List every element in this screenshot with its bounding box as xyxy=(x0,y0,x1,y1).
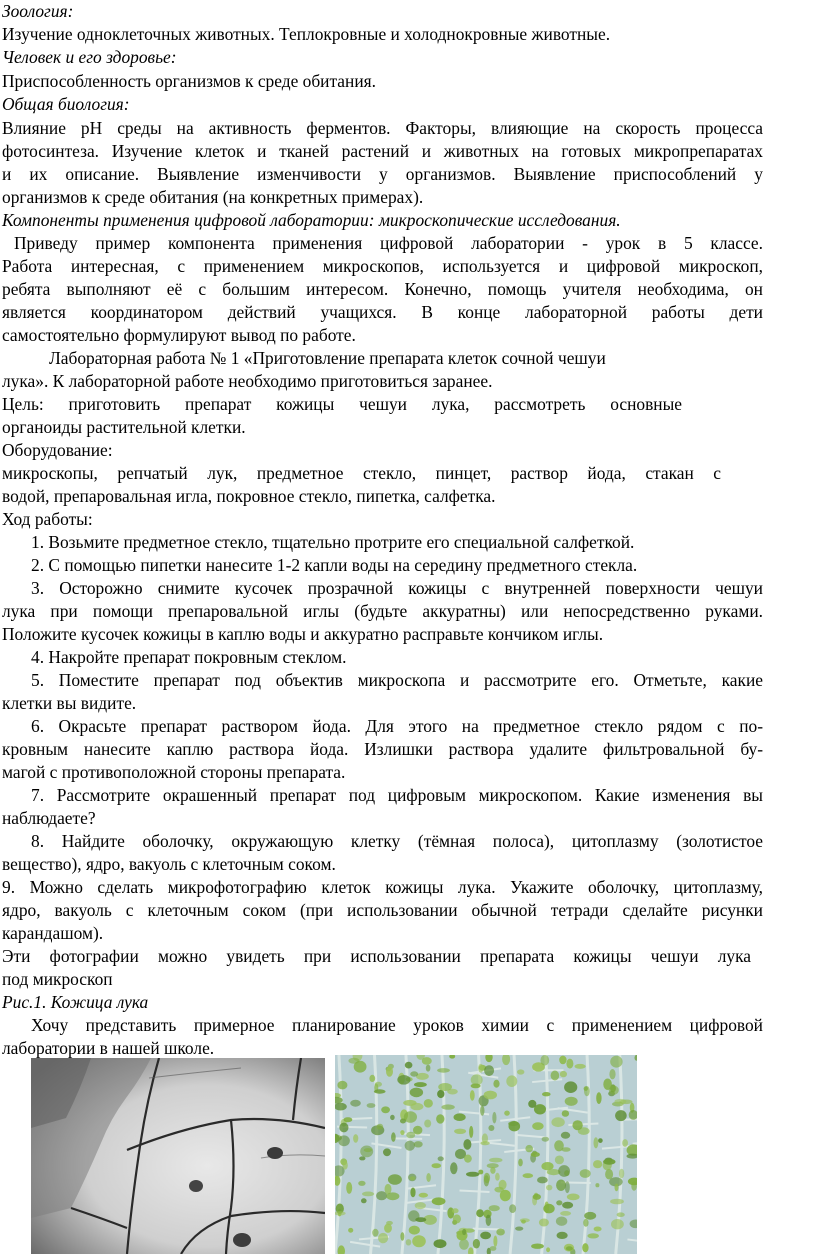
procedure-step: 6. Окрасьте препарат раствором йода. Для этого на предметное стекло рядом с по- xyxy=(31,716,763,736)
text-line: Положите кусочек кожицы в каплю воды и аккуратно расправьте кончиком иглы. xyxy=(2,624,604,644)
text-line: Хочу представить примерное планирование уроков химии с применением цифровой xyxy=(31,1015,763,1035)
text-line: наблюдаете? xyxy=(2,808,96,828)
procedure-step: 3. Осторожно снимите кусочек прозрачной кожицы с внутренней поверхности чешуи xyxy=(31,578,763,598)
text-line: фотосинтеза. Изучение клеток и тканей растений и животных на готовых микропрепаратах xyxy=(2,141,763,161)
procedure-step: 5. Поместите препарат под объектив микроскопа и рассмотрите его. Отметьте, какие xyxy=(31,670,763,690)
text-line: карандашом). xyxy=(2,923,104,943)
text-line: Работа интересная, с применением микроскопов, используется и цифровой микроскоп, xyxy=(2,256,763,276)
heading-digital-lab-components: Компоненты применения цифровой лаборатории: микроскопические исследования. xyxy=(2,210,621,230)
text-line: организмов к среде обитания (на конкретных примерах). xyxy=(2,187,424,207)
text-line: Изучение одноклеточных животных. Теплокровные и холоднокровные животные. xyxy=(2,24,611,44)
text-line: кровным нанесите каплю раствора йода. Излишки раствора удалите фильтровальной бу- xyxy=(2,739,763,759)
text-line: лука при помощи препаровальной иглы (будьте аккуратны) или непосредственно руками. xyxy=(2,601,763,621)
text-line: лука». К лабораторной работе необходимо приготовиться заранее. xyxy=(2,371,493,391)
text-line: водой, препаровальная игла, покровное стекло, пипетка, салфетка. xyxy=(2,486,496,506)
text-line: магой с противоположной стороны препарата. xyxy=(2,762,346,782)
text-line: под микроскоп xyxy=(2,969,113,989)
procedure-step: 7. Рассмотрите окрашенный препарат под цифровым микроскопом. Какие изменения вы xyxy=(31,785,763,805)
text-line: является координатором действий учащихся. В конце лабораторной работы дети xyxy=(2,302,763,322)
procedure-step: 2. С помощью пипетки нанесите 1-2 капли воды на середину предметного стекла. xyxy=(31,555,638,575)
onion-skin-micrograph-stained xyxy=(335,1055,637,1254)
procedure-step: 8. Найдите оболочку, окружающую клетку (тёмная полоса), цитоплазму (золотистое xyxy=(31,831,763,851)
onion-skin-micrograph-unstained xyxy=(31,1058,325,1254)
text-line: органоиды растительной клетки. xyxy=(2,417,246,437)
heading-general-biology: Общая биология: xyxy=(2,94,130,114)
text-line: самостоятельно формулируют вывод по работе. xyxy=(2,325,356,345)
text-line: ребята выполняют её с большим интересом. Конечно, помощь учителя необходима, он xyxy=(2,279,763,299)
procedure-step: 4. Накройте препарат покровным стеклом. xyxy=(31,647,347,667)
heading-human-health: Человек и его здоровье: xyxy=(2,47,177,67)
text-line: ядро, вакуоль с клеточным соком (при использовании обычной тетради сделайте рисунки xyxy=(2,900,763,920)
procedure-step: 9. Можно сделать микрофотографию клеток кожицы лука. Укажите оболочку, цитоплазму, xyxy=(2,877,763,897)
text-line: Влияние рН среды на активность ферментов. Факторы, влияющие на скорость процесса xyxy=(2,118,763,138)
text-line: лаборатории в нашей школе. xyxy=(2,1038,215,1058)
lab-goal: Цель: приготовить препарат кожицы чешуи лука, рассмотреть основные xyxy=(2,394,682,414)
procedure-step: 1. Возьмите предметное стекло, тщательно протрите его специальной салфеткой. xyxy=(31,532,635,552)
lab-work-title: Лабораторная работа № 1 «Приготовление препарата клеток сочной чешуи xyxy=(49,348,606,368)
text-line: и их описание. Выявление изменчивости у организмов. Выявление приспособлений у xyxy=(2,164,763,184)
text-line: вещество), ядро, вакуоль с клеточным соком. xyxy=(2,854,336,874)
text-line: клетки вы видите. xyxy=(2,693,137,713)
equipment-list: микроскопы, репчатый лук, предметное стекло, пинцет, раствор йода, стакан с xyxy=(2,463,721,483)
figure-caption: Рис.1. Кожица лука xyxy=(2,992,149,1012)
heading-zoology: Зоология: xyxy=(2,1,74,21)
text-line: Приведу пример компонента применения цифровой лаборатории - урок в 5 классе. xyxy=(14,233,763,253)
text-line: Эти фотографии можно увидеть при использовании препарата кожицы чешуи лука xyxy=(2,946,751,966)
procedure-heading: Ход работы: xyxy=(2,509,93,529)
text-line: Приспособленность организмов к среде обитания. xyxy=(2,71,376,91)
equipment-heading: Оборудование: xyxy=(2,440,113,460)
